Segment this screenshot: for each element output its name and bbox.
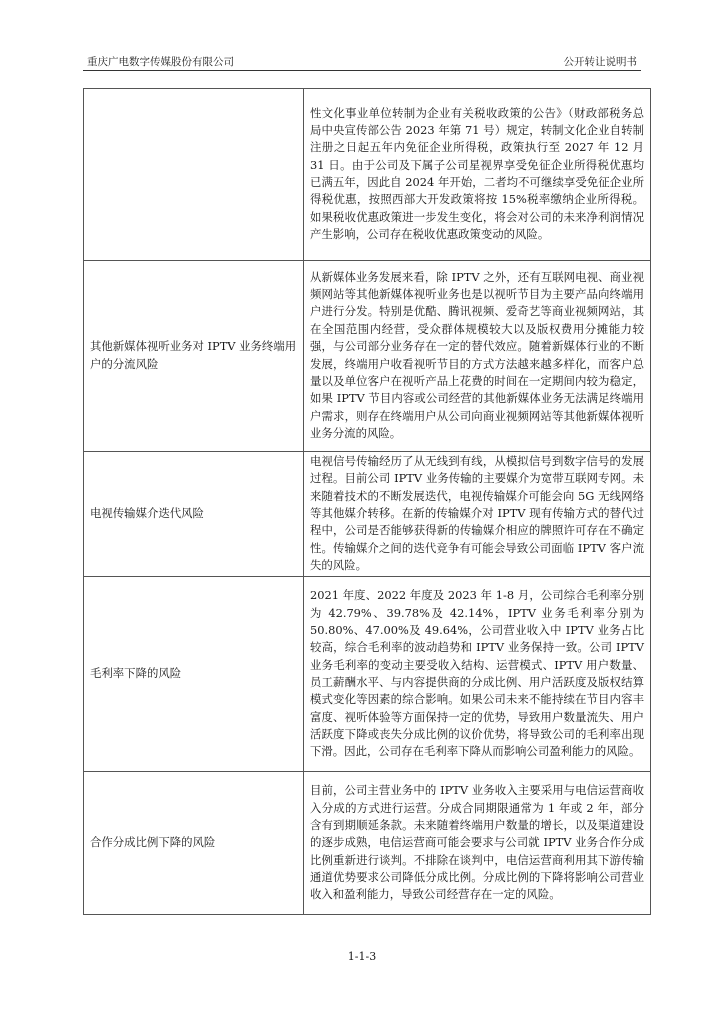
risk-description: 从新媒体业务发展来看，除 IPTV 之外，还有互联网电视、商业视频网站等其他新媒体视听业务也是以视听节目为主要产品向终端用户进行分发。特别是优酷、腾讯视频、爱奇艺等商业视频网站，其在全国范围内经营，受众群体规模较大以及版权费用分摊能力较强，与公司部分业务存在一定的替代效应。随着新媒体行业的不断发展，终端用户收看视听节目的方式方法越来越多样化，而客户总量以及单位客户在视听产品上花费的时间在一定期间内较为稳定，如果 IPTV 节目内容或公司经营的其他新媒体业务无法满足终端用户需求，则存在终端用户从公司向商业视频网站等其他新媒体视听业务分流的风险。 — [304, 261, 651, 452]
risk-name: 其他新媒体视听业务对 IPTV 业务终端用户的分流风险 — [84, 261, 304, 452]
risk-name: 电视传输媒介迭代风险 — [84, 452, 304, 577]
risk-name: 毛利率下降的风险 — [84, 577, 304, 772]
table-row — [84, 577, 651, 772]
risk-description: 性文化事业单位转制为企业有关税收政策的公告》（财政部税务总局中央宣传部公告 2023 年第 71 号）规定，转制文化企业自转制注册之日起五年内免征企业所得税，政策执行至 2027 年 12 月 31 日。由于公司及下属子公司星视界享受免征企业所得税优惠均已满五年，因此自 2024 年开始，二者均不可继续享受免征企业所得税优惠，按照西部大开发政策将按 15%税率缴纳企业所得税。如果税收优惠政策进一步发生变化，将会对公司的未来净利润情况产生影响，公司存在税收优惠政策变动的风险。 — [304, 89, 651, 261]
company-name: 重庆广电数字传媒股份有限公司 — [87, 56, 234, 68]
table-row — [84, 772, 651, 915]
risk-name: 合作分成比例下降的风险 — [84, 772, 304, 915]
risk-table — [83, 88, 651, 915]
risk-description: 电视信号传输经历了从无线到有线，从模拟信号到数字信号的发展过程。目前公司 IPTV 业务传输的主要媒介为宽带互联网专网。未来随着技术的不断发展迭代，电视传输媒介可能会向 5G 无线网络等其他媒介转移。在新的传输媒介对 IPTV 现有传输方式的替代过程中，公司是否能够获得新的传输媒介相应的牌照许可存在不确定性。传输媒介之间的迭代竞争有可能会导致公司面临 IPTV 客户流失的风险。 — [304, 452, 651, 577]
table-row — [84, 452, 651, 577]
table-row — [84, 261, 651, 452]
page-number: 1-1-3 — [347, 950, 377, 963]
risk-description: 2021 年度、2022 年度及 2023 年 1-8 月，公司综合毛利率分别为 42.79%、39.78%及 42.14%，IPTV 业务毛利率分别为 50.80%、47.00%及 49.64%，公司营业收入中 IPTV 业务占比较高，综合毛利率的波动趋势和 IPTV 业务保持一致。公司 IPTV 业务毛利率的变动主要受收入结构、运营模式、IPTV 用户数量、员工薪酬水平、与内容提供商的分成比例、用户活跃度及版权结算模式变化等因素的综合影响。如果公司未来不能持续在节目内容丰富度、视听体验等方面保持一定的优势，导致用户数量流失、用户活跃度下降或丧失分成比例的议价优势，将导致公司的毛利率出现下滑。因此，公司存在毛利率下降从而影响公司盈利能力的风险。 — [304, 577, 651, 772]
table-row — [84, 89, 651, 261]
document-title: 公开转让说明书 — [563, 56, 637, 68]
risk-description: 目前，公司主营业务中的 IPTV 业务收入主要采用与电信运营商收入分成的方式进行运营。分成合同期限通常为 1 年或 2 年，部分含有到期顺延条款。未来随着终端用户数量的增长，以及渠道建设的逐步成熟，电信运营商可能会要求与公司就 IPTV 业务合作分成比例重新进行谈判。不排除在谈判中，电信运营商利用其下游传输通道优势要求公司降低分成比例。分成比例的下降将影响公司营业收入和盈利能力，导致公司经营存在一定的风险。 — [304, 772, 651, 915]
page-header — [83, 52, 641, 71]
risk-name — [84, 89, 304, 261]
